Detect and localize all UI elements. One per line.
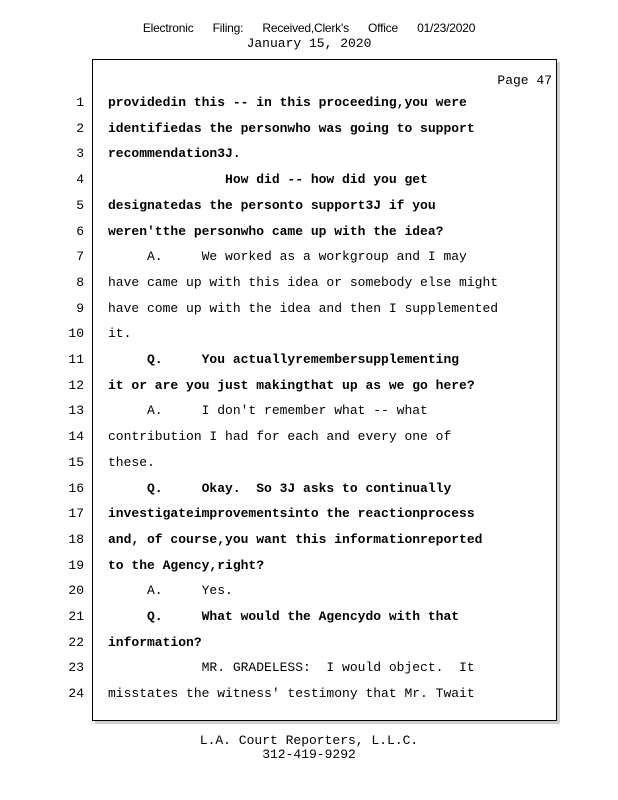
line-number: 11 [68,352,84,367]
filing-electronic: Electronic [142,21,194,35]
footer-phone: 312-419-9292 [262,747,356,762]
line-number: 3 [76,146,84,161]
transcript-line: providedin this -- in this proceeding,you were [108,95,467,110]
transcript-line: A. I don't remember what -- what [108,403,428,418]
line-number: 10 [68,326,84,341]
line-number: 19 [68,558,84,573]
transcript-line: have came up with this idea or somebody else might [108,275,499,290]
line-number: 16 [68,481,84,496]
line-number: 22 [68,635,84,650]
transcript-line: investigateimprovementsinto the reactionprocess [108,506,475,521]
transcript-line: to the Agency,right? [108,558,265,573]
line-number: 14 [68,429,84,444]
transcript-line: information? [108,635,202,650]
transcript-line: misstates the witness' testimony that Mr. Twait [108,686,475,701]
line-number: 6 [76,224,84,239]
transcript-line: How did -- how did you get [108,172,428,187]
line-number: 13 [68,403,84,418]
transcript-line: Q. Okay. So 3J asks to continually [108,481,452,496]
transcript-line: Q. What would the Agencydo with that [108,609,460,624]
line-number: 9 [76,301,84,316]
line-number: 18 [68,532,84,547]
transcript-line: it. [108,326,132,341]
transcript-line: identifiedas the personwho was going to support [108,121,475,136]
transcript-line: these. [108,455,155,470]
transcript-line: it or are you just makingthat up as we go here? [108,378,475,393]
line-number: 21 [68,609,84,624]
line-number: 2 [76,121,84,136]
line-number: 1 [76,95,84,110]
line-number: 7 [76,249,84,264]
line-number: 15 [68,455,84,470]
transcript-line: weren'tthe personwho came up with the idea? [108,224,444,239]
filing-date: 01/23/2020 [417,21,476,35]
line-number: 23 [68,660,84,675]
transcript-line: MR. GRADELESS: I would object. It [108,660,475,675]
filing-label: Filing: [212,21,244,35]
line-number: 20 [68,583,84,598]
transcript-line: designatedas the personto support3J if you [108,198,436,213]
transcript-line: Q. You actuallyremembersupplementing [108,352,460,367]
hearing-date: January 15, 2020 [246,36,372,51]
footer-company: L.A. Court Reporters, L.L.C. [199,733,419,748]
transcript-line: and, of course,you want this informationreported [108,532,483,547]
transcript-line: A. We worked as a workgroup and I may [108,249,467,264]
transcript-line: A. Yes. [108,583,233,598]
line-number: 17 [68,506,84,521]
filing-office: Office [368,21,398,35]
line-number: 8 [76,275,84,290]
transcript-line: recommendation3J. [108,146,241,161]
line-number: 24 [68,686,84,701]
filing-received: Received,Clerk's [262,21,349,35]
line-number: 5 [76,198,84,213]
page-number: Page 47 [497,73,552,88]
filing-stamp [0,21,618,35]
transcript-line: contribution I had for each and every one of [108,429,452,444]
line-number: 4 [76,172,84,187]
line-number: 12 [68,378,84,393]
transcript-line: have come up with the idea and then I supplemented [108,301,499,316]
